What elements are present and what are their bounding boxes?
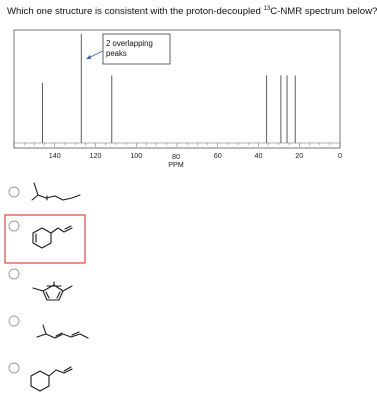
x-axis-label-unit: PPM xyxy=(168,160,184,169)
choice-e[interactable] xyxy=(9,363,72,391)
nmr-spectrum xyxy=(14,30,342,169)
radio-choice-b[interactable] xyxy=(9,221,19,231)
question-prefix: Which one structure is consistent with the proton-decoupled xyxy=(7,6,264,17)
choice-b[interactable] xyxy=(5,215,85,263)
radio-choice-a[interactable] xyxy=(9,187,19,197)
spectrum-tick-labels xyxy=(49,151,342,160)
annotation-line-1: 2 overlapping xyxy=(106,39,153,48)
radio-choice-c[interactable] xyxy=(9,269,19,279)
tick-label-40: 40 xyxy=(254,151,263,160)
cyclohexane-vinyl-structure-icon xyxy=(31,367,72,391)
branched-alkene-structure-icon xyxy=(32,183,80,200)
tick-label-140: 140 xyxy=(48,151,61,160)
annotation-line-2: peaks xyxy=(106,49,127,58)
cyclopentadiene-structure-icon xyxy=(33,282,72,300)
cyclohexene-vinyl-structure-icon xyxy=(33,226,72,248)
question-superscript: 13 xyxy=(263,5,271,12)
x-axis-label-value: 80 xyxy=(172,152,180,161)
tick-label-60: 60 xyxy=(213,151,222,160)
choice-c[interactable] xyxy=(9,269,72,300)
tick-label-120: 120 xyxy=(89,151,102,160)
tick-label-100: 100 xyxy=(130,151,143,160)
spectrum-frame xyxy=(14,30,340,148)
tick-label-0: 0 xyxy=(338,151,342,160)
tick-label-20: 20 xyxy=(295,151,304,160)
radio-choice-d[interactable] xyxy=(9,316,19,326)
diene-chain-structure-icon xyxy=(37,325,88,338)
choice-d[interactable] xyxy=(9,316,88,338)
question-suffix: C-NMR spectrum below? xyxy=(270,6,377,17)
radio-choice-e[interactable] xyxy=(9,363,19,373)
choice-a[interactable] xyxy=(9,183,80,200)
